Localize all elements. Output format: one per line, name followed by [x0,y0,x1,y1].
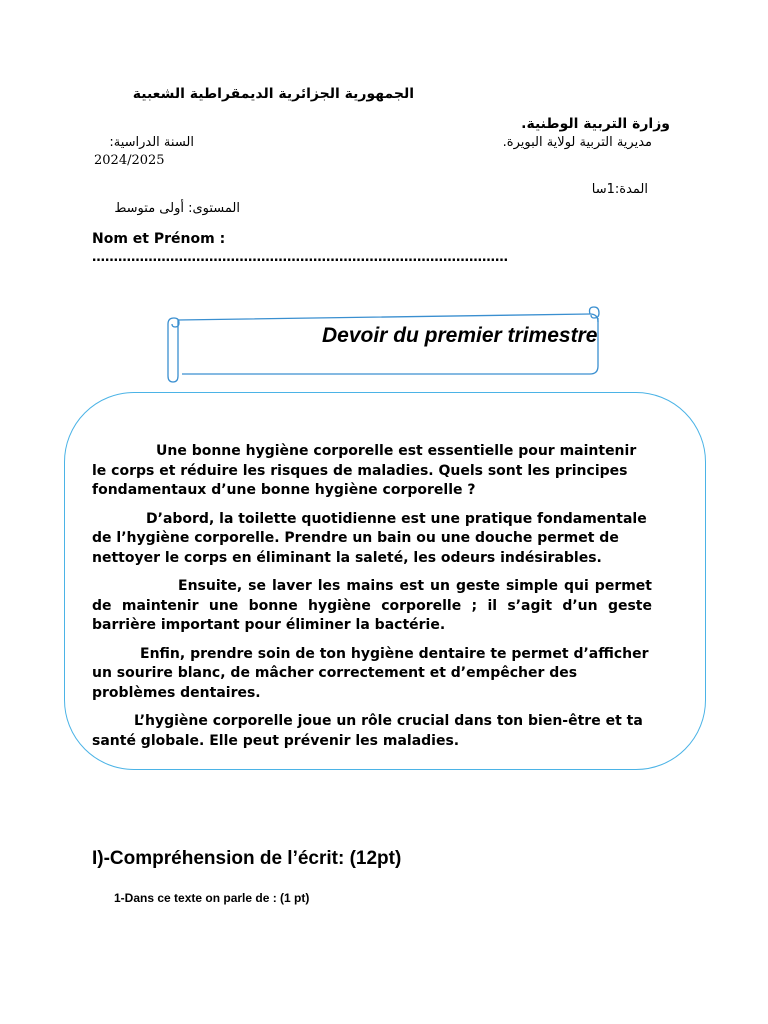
exam-title: Devoir du premier trimestre [322,324,598,347]
school-year-label: السنة الدراسية: [109,135,194,150]
school-year-value: 2024/2025 [94,153,165,168]
student-name-field[interactable]: …………………………………………………………………………………… [92,250,508,265]
student-name-label: Nom et Prénom : [92,231,226,247]
paragraph-second: Ensuite, se laver les mains est un geste simple qui permet de maintenir une bonne hygiène corporelle ; il s’agit d’un geste barrière important pour éliminer la bactérie. [92,578,652,633]
paragraph-third: Enfin, prendre soin de ton hygiène dentaire te permet d’afficher un sourire blanc, de mâcher correctement et d’empêcher des problèmes dentaires. [92,645,649,701]
paragraph-first: D’abord, la toilette quotidienne est une pratique fondamentale de l’hygiène corporelle. Prendre un bain ou une douche permet de nettoyer le corps en éliminant la saleté, les odeurs indésirables. [92,510,647,566]
paragraph-intro: Une bonne hygiène corporelle est essentielle pour maintenir le corps et réduire les risques de maladies. Quels sont les principes fondamentaux d’une bonne hygiène corporelle ? [92,443,637,498]
exam-duration: المدة:1سا [591,182,648,197]
ministry-title: وزارة التربية الوطنية. [521,116,670,132]
republic-title: الجمهورية الجزائرية الديمقراطية الشعبية [132,86,414,102]
class-level: المستوى: أولى متوسط [114,201,240,216]
question-1: 1-Dans ce texte on parle de : (1 pt) [114,891,310,905]
reading-text [92,442,652,760]
directorate-line: مديرية التربية لولاية البويرة. [502,135,652,150]
comprehension-heading: I)-Compréhension de l’écrit: (12pt) [92,848,402,869]
paragraph-conclusion: L’hygiène corporelle joue un rôle crucial dans ton bien-être et ta santé globale. Elle peut prévenir les maladies. [92,713,643,749]
